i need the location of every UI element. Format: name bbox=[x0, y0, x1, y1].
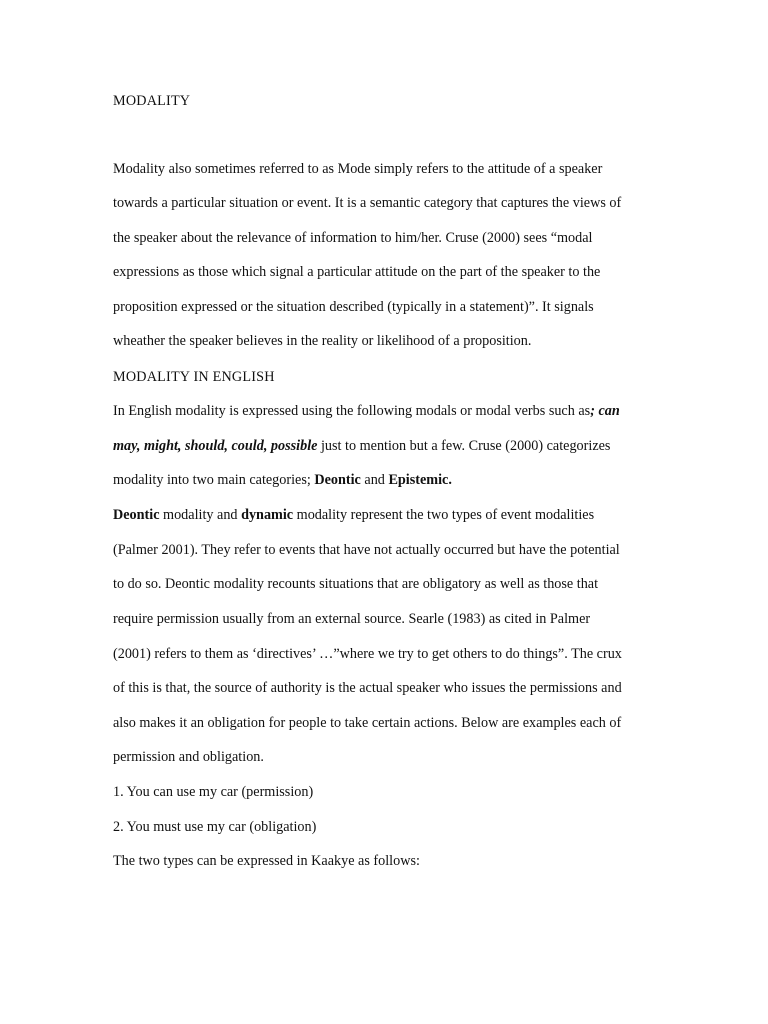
paragraph-line bbox=[113, 471, 452, 489]
bold-run: Epistemic. bbox=[388, 472, 452, 488]
paragraph-line: wheather the speaker believes in the reality or likelihood of a proposition. bbox=[113, 333, 532, 349]
example-item: 1. You can use my car (permission) bbox=[113, 784, 314, 800]
paragraph-line: The two types can be expressed in Kaakye as follows: bbox=[113, 853, 420, 869]
paragraph-line: the speaker about the relevance of information to him/her. Cruse (2000) sees “modal bbox=[113, 230, 593, 246]
text-run: and bbox=[360, 472, 389, 488]
bold-run: Deontic bbox=[113, 507, 160, 523]
bold-run: Deontic bbox=[314, 472, 361, 488]
text-run: modality represent the two types of event modalities bbox=[293, 507, 595, 523]
paragraph-line: require permission usually from an external source. Searle (1983) as cited in Palmer bbox=[113, 611, 591, 627]
bold-italic-run: may, might, should, could, possible bbox=[113, 438, 318, 454]
text-run: In English modality is expressed using the following modals or modal verbs such as bbox=[113, 403, 591, 419]
paragraph-line: towards a particular situation or event. It is a semantic category that captures the views of bbox=[113, 195, 622, 211]
paragraph-line: Modality also sometimes referred to as Mode simply refers to the attitude of a speaker bbox=[113, 161, 603, 177]
document-title: MODALITY bbox=[113, 93, 191, 109]
bold-italic-run: ; can bbox=[590, 403, 620, 419]
text-run: just to mention but a few. Cruse (2000) categorizes bbox=[317, 438, 611, 454]
paragraph-line: of this is that, the source of authority is the actual speaker who issues the permissions and bbox=[113, 680, 622, 696]
paragraph-line bbox=[113, 437, 610, 455]
paragraph-line: to do so. Deontic modality recounts situations that are obligatory as well as those that bbox=[113, 576, 599, 592]
section-heading: MODALITY IN ENGLISH bbox=[113, 369, 275, 385]
paragraph-line: (Palmer 2001). They refer to events that have not actually occurred but have the potential bbox=[113, 542, 620, 558]
paragraph-line: proposition expressed or the situation described (typically in a statement)”. It signals bbox=[113, 299, 594, 315]
paragraph-line bbox=[113, 402, 620, 420]
paragraph-line: (2001) refers to them as ‘directives’ …”where we try to get others to do things”. The crux bbox=[113, 646, 622, 662]
text-run: modality and bbox=[159, 507, 242, 523]
paragraph-line bbox=[113, 506, 594, 524]
paragraph-line: also makes it an obligation for people to take certain actions. Below are examples each of bbox=[113, 715, 622, 731]
example-item: 2. You must use my car (obligation) bbox=[113, 819, 317, 835]
bold-run: dynamic bbox=[241, 507, 294, 523]
text-run: modality into two main categories; bbox=[113, 472, 315, 488]
paragraph-line: expressions as those which signal a particular attitude on the part of the speaker to the bbox=[113, 264, 601, 280]
paragraph-line: permission and obligation. bbox=[113, 749, 264, 765]
